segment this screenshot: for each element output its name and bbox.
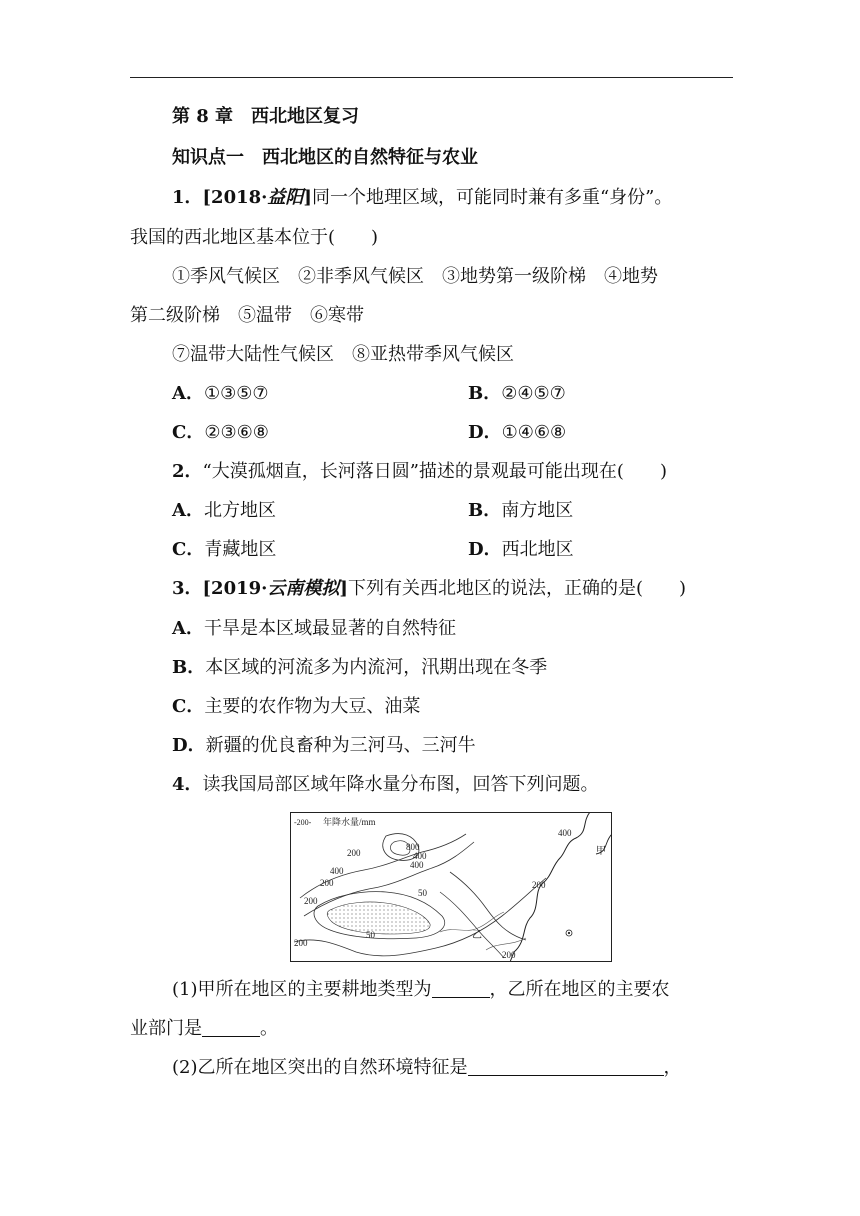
answer-blank-3[interactable] (468, 1057, 664, 1076)
question-4-sub-1: (1)甲所在地区的主要耕地类型为 ，乙所在地区的主要农 (172, 979, 670, 1000)
svg-text:200: 200 (304, 896, 318, 906)
question-3-text: 下列有关西北地区的说法，正确的是( ) (347, 578, 686, 599)
question-3-option-d[interactable]: D．新疆的优良畜种为三河马、三河牛 (172, 735, 476, 756)
question-3-number: 3． (172, 578, 203, 599)
question-3-option-a[interactable]: A．干旱是本区域最显著的自然特征 (172, 618, 456, 639)
svg-text:200: 200 (320, 878, 334, 888)
svg-text:200: 200 (502, 950, 516, 960)
svg-text:400: 400 (330, 866, 344, 876)
svg-text:200: 200 (347, 848, 361, 858)
question-1-text-cont: 我国的西北地区基本位于( ) (130, 227, 379, 248)
question-4-number: 4． (172, 774, 203, 795)
svg-text:400: 400 (413, 851, 427, 861)
question-1-option-b[interactable]: B．②④⑤⑦ (468, 383, 566, 404)
question-2-option-b[interactable]: B．南方地区 (468, 500, 574, 521)
question-4-stem (172, 774, 599, 796)
svg-text:200: 200 (532, 880, 546, 890)
question-1-number: 1． (172, 187, 203, 208)
map-label-yi: 乙 (472, 930, 482, 941)
question-2-option-c[interactable]: C．青藏地区 (172, 539, 277, 560)
question-1-items-line-3: ⑦温带大陆性气候区 ⑧亚热带季风气候区 (172, 344, 514, 365)
svg-text:400: 400 (558, 828, 572, 838)
question-3-stem (172, 578, 686, 600)
question-4-text: 读我国局部区域年降水量分布图，回答下列问题。 (202, 774, 599, 795)
question-2-text: “大漠孤烟直，长河落日圆”描述的景观最可能出现在( ) (202, 461, 667, 482)
question-2-option-d[interactable]: D．西北地区 (468, 539, 574, 560)
question-1-option-c[interactable]: C．②③⑥⑧ (172, 422, 269, 443)
svg-text:800: 800 (406, 842, 420, 852)
question-4-sub-2: (2)乙所在地区突出的自然环境特征是 ， (172, 1057, 682, 1078)
question-1-items-line-2: 第二级阶梯 ⑤温带 ⑥寒带 (130, 305, 364, 326)
question-1-source-open: [2018· (202, 187, 268, 208)
svg-text:200: 200 (294, 938, 308, 948)
question-3-option-c[interactable]: C．主要的农作物为大豆、油菜 (172, 696, 421, 717)
question-1-source-place: 益阳 (267, 187, 304, 208)
question-1-option-a[interactable]: A．①③⑤⑦ (172, 383, 269, 404)
question-1-text: 同一个地理区域，可能同时兼有多重“身份”。 (311, 187, 673, 208)
question-3-option-b[interactable]: B．本区域的河流多为内流河，汛期出现在冬季 (172, 657, 548, 678)
question-1-items-line-1: ①季风气候区 ②非季风气候区 ③地势第一级阶梯 ④地势 (172, 266, 658, 287)
question-1-option-d[interactable]: D．①④⑥⑧ (468, 422, 567, 443)
question-1-stem (172, 187, 672, 209)
section-title: 知识点一 西北地区的自然特征与农业 (172, 147, 478, 168)
chapter-title: 第 8 章 西北地区复习 (172, 106, 360, 127)
svg-text:50: 50 (366, 930, 375, 940)
question-2-number: 2． (172, 461, 203, 482)
question-4-sub-1-cont: 业部门是 。 (130, 1018, 278, 1039)
svg-text:50: 50 (418, 888, 427, 898)
header-rule (130, 77, 733, 78)
question-3-source-place: 云南模拟 (267, 578, 340, 599)
legend-label: 年降水量/mm (323, 817, 376, 827)
answer-blank-2[interactable] (202, 1018, 260, 1037)
legend-value: -200- (294, 818, 312, 827)
precipitation-map (290, 812, 612, 962)
answer-blank-1[interactable] (432, 979, 490, 998)
question-3-source-close: ] (339, 578, 348, 599)
question-3-source-open: [2019· (202, 578, 268, 599)
map-label-jia: 甲 (596, 846, 606, 857)
question-2-stem (172, 461, 667, 483)
question-1-source-close: ] (303, 187, 312, 208)
question-2-option-a[interactable]: A．北方地区 (172, 500, 276, 521)
svg-text:400: 400 (410, 860, 424, 870)
